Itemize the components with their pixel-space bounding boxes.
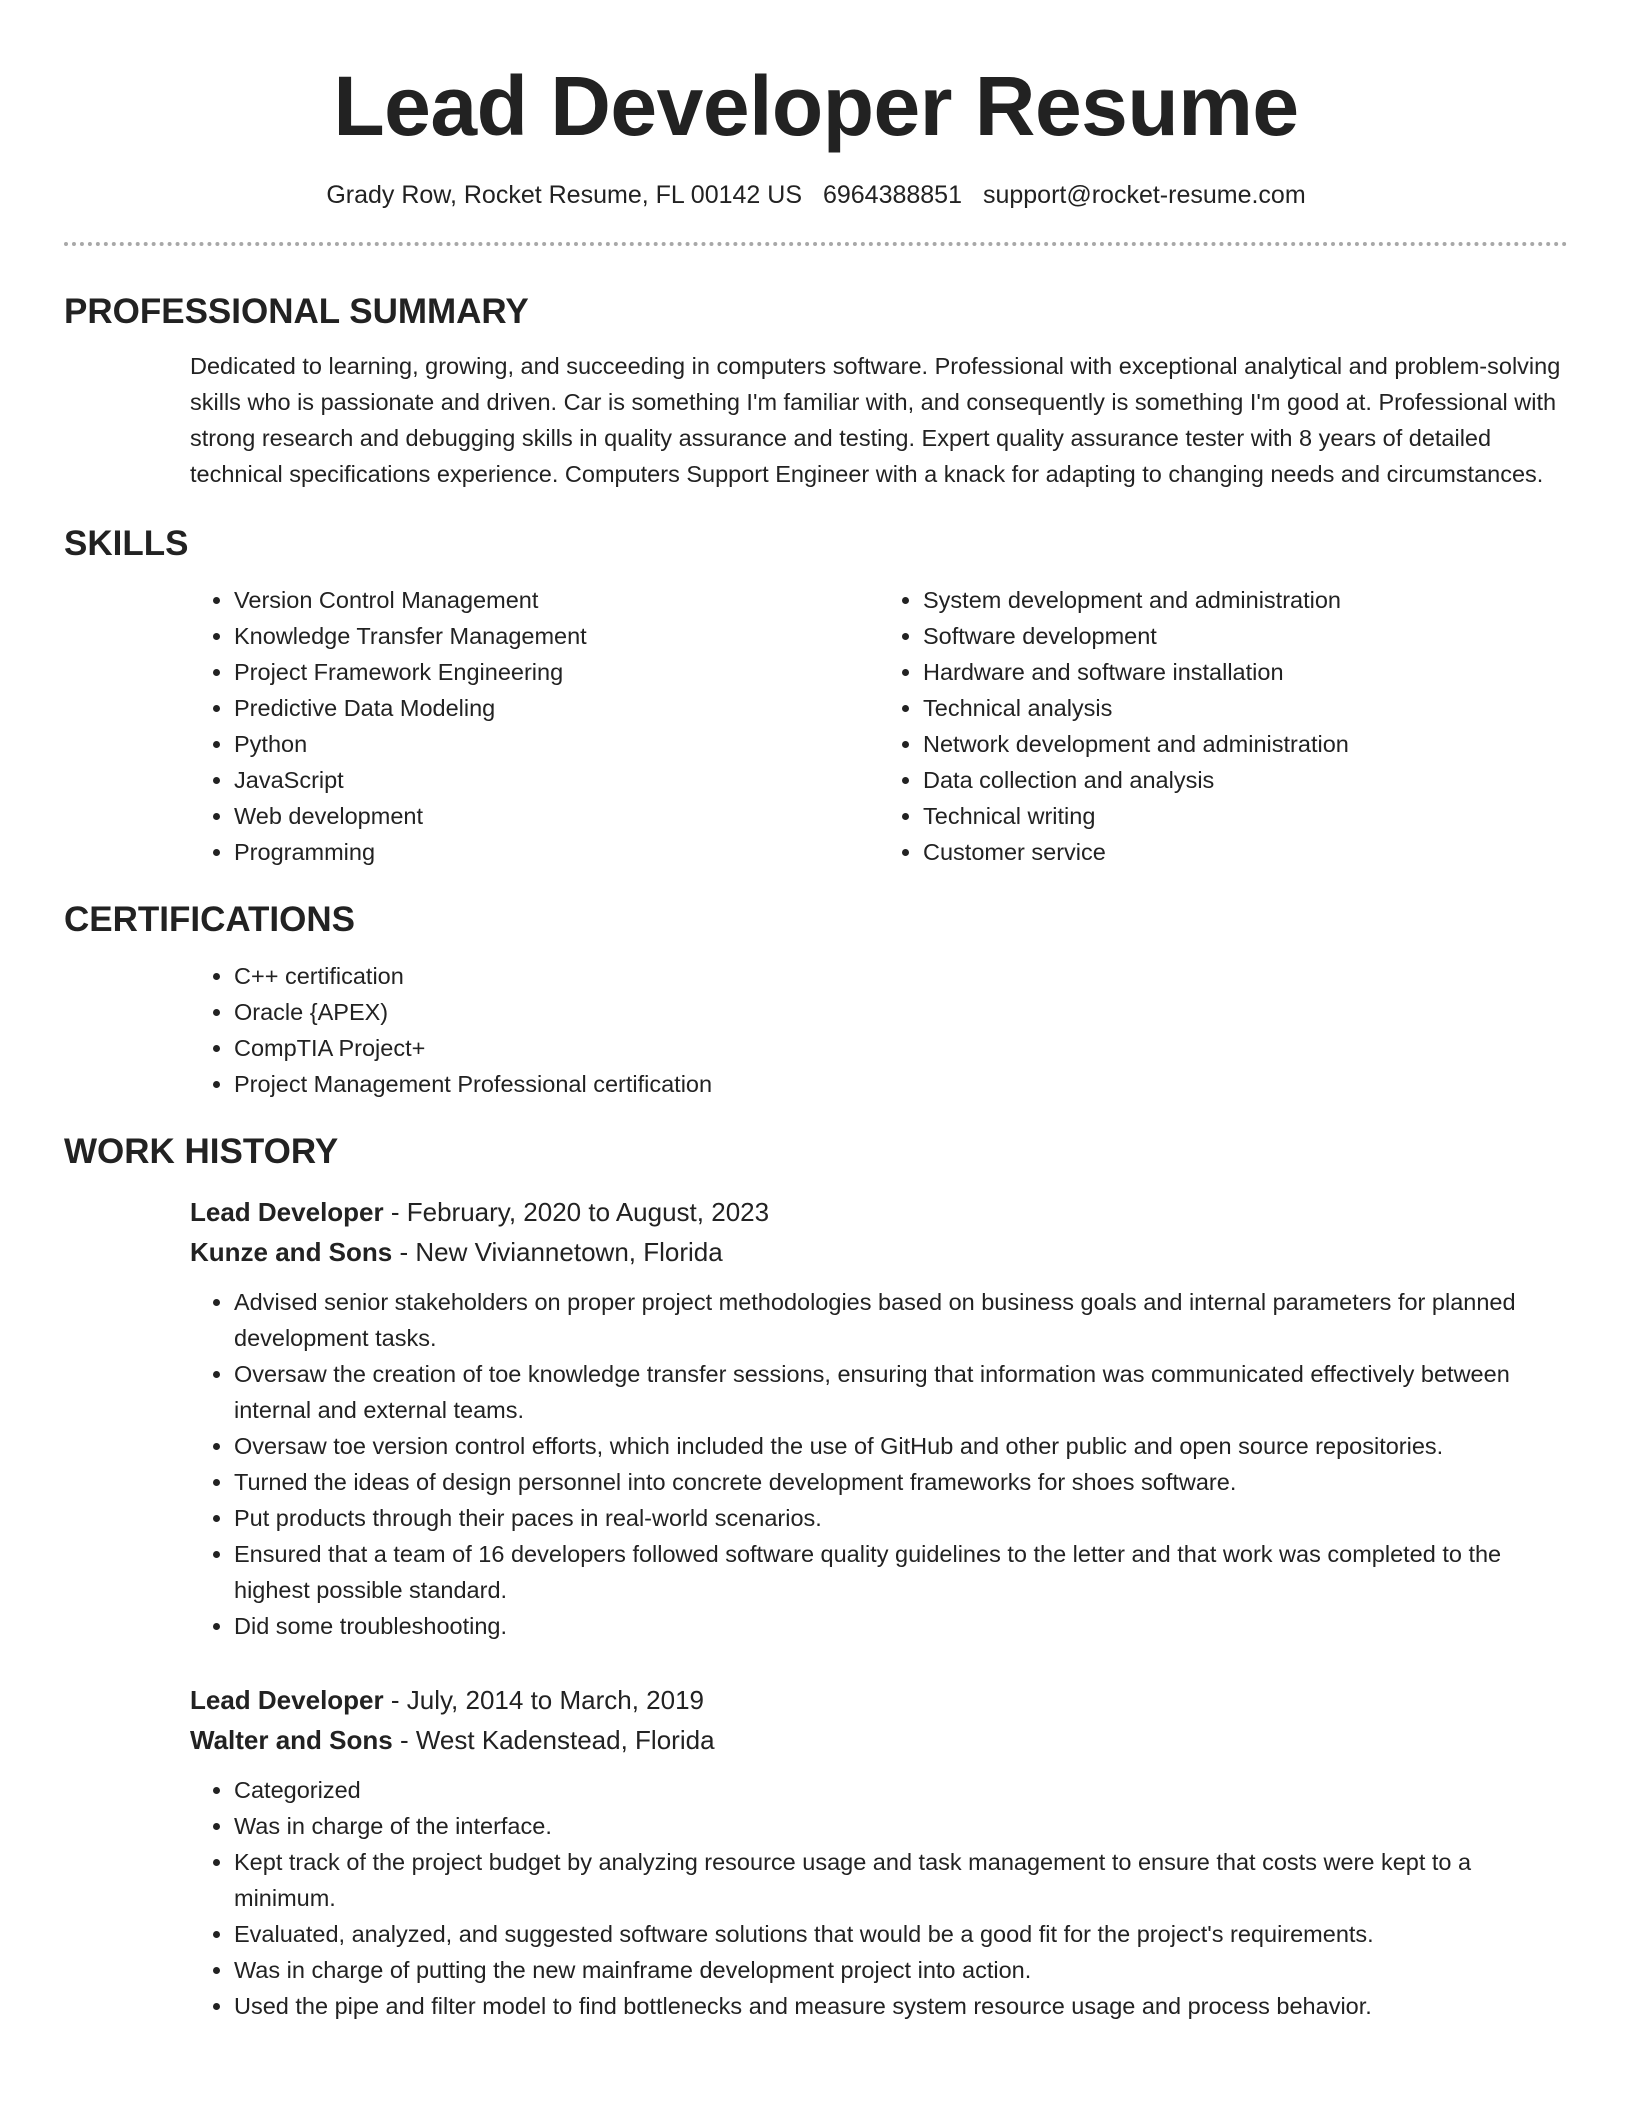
job-bullet: • Ensured that a team of 16 developers followed software quality guidelines to the letter and that work was completed to the highest possible standard. xyxy=(234,1536,1568,1608)
job-role-line xyxy=(190,1192,1568,1232)
job-bullet: • Categorized xyxy=(234,1772,1568,1808)
job-company-line xyxy=(190,1720,1568,1760)
job-bullet: • Was in charge of the interface. xyxy=(234,1808,1568,1844)
job-role-line xyxy=(190,1680,1568,1720)
job-bullet: • Advised senior stakeholders on proper project methodologies based on business goals and internal parameters for planned development tasks. xyxy=(234,1284,1568,1356)
job-dates: - July, 2014 to March, 2019 xyxy=(383,1685,704,1715)
certifications-heading: CERTIFICATIONS xyxy=(64,900,356,939)
skill-item: • Version Control Management xyxy=(234,582,879,618)
skill-item: • Data collection and analysis xyxy=(923,762,1568,798)
certifications-list xyxy=(190,958,1568,1102)
job-role: Lead Developer xyxy=(190,1197,384,1227)
job-bullet: • Turned the ideas of design personnel into concrete development frameworks for shoes software. xyxy=(234,1464,1568,1500)
skill-item: • System development and administration xyxy=(923,582,1568,618)
job-bullet: • Kept track of the project budget by analyzing resource usage and task management to ensure that costs were kept to a minimum. xyxy=(234,1844,1568,1916)
skill-item: • Programming xyxy=(234,834,879,870)
certification-item: • Oracle {APEX) xyxy=(234,994,1568,1030)
summary-text: Dedicated to learning, growing, and succeeding in computers software. Professional with exceptional analytical and problem-solving skills who is passionate and driven. Car is something I'm familiar with, and consequently is something I'm good at. Professional with strong research and debugging skills in quality assurance and testing. Expert quality assurance tester with 8 years of detailed technical specifications experience. Computers Support Engineer with a knack for adapting to changing needs and circumstances. xyxy=(190,353,1561,487)
skills-list xyxy=(190,582,1568,870)
skill-item: • Hardware and software installation xyxy=(923,654,1568,690)
job-dates: - February, 2020 to August, 2023 xyxy=(383,1197,770,1227)
skills-heading: SKILLS xyxy=(64,524,189,563)
skills-column-right xyxy=(879,582,1568,870)
job-bullet: • Put products through their paces in real-world scenarios. xyxy=(234,1500,1568,1536)
job-role: Lead Developer xyxy=(190,1685,384,1715)
skill-item: • Technical writing xyxy=(923,798,1568,834)
skill-item: • Predictive Data Modeling xyxy=(234,690,879,726)
job-company: Walter and Sons xyxy=(190,1725,393,1755)
header-divider xyxy=(64,242,1568,246)
skill-item: • Technical analysis xyxy=(923,690,1568,726)
skill-item: • Network development and administration xyxy=(923,726,1568,762)
contact-line xyxy=(64,178,1568,212)
work-history-heading: WORK HISTORY xyxy=(64,1132,339,1171)
skill-item: • Knowledge Transfer Management xyxy=(234,618,879,654)
certification-item: • C++ certification xyxy=(234,958,1568,994)
contact-email[interactable]: support@rocket-resume.com xyxy=(982,181,1306,209)
skills-column-left xyxy=(190,582,879,870)
contact-phone: 6964388851 xyxy=(822,181,962,209)
skill-item: • Customer service xyxy=(923,834,1568,870)
job-entry xyxy=(190,1192,1568,1644)
certification-item: • Project Management Professional certification xyxy=(234,1066,1568,1102)
job-location: - New Viviannetown, Florida xyxy=(392,1237,723,1267)
skill-item: • Python xyxy=(234,726,879,762)
skill-item: • Web development xyxy=(234,798,879,834)
contact-address: Grady Row, Rocket Resume, FL 00142 US xyxy=(326,181,802,209)
certification-item: • CompTIA Project+ xyxy=(234,1030,1568,1066)
resume-page xyxy=(64,0,1568,2024)
job-bullet: • Oversaw the creation of toe knowledge transfer sessions, ensuring that information was communicated effectively between internal and external teams. xyxy=(234,1356,1568,1428)
skill-item: • Software development xyxy=(923,618,1568,654)
summary-heading: PROFESSIONAL SUMMARY xyxy=(64,292,529,331)
job-location: - West Kadenstead, Florida xyxy=(392,1725,715,1755)
job-bullets xyxy=(190,1772,1568,2024)
job-company: Kunze and Sons xyxy=(190,1237,393,1267)
job-bullet: • Evaluated, analyzed, and suggested software solutions that would be a good fit for the project's requirements. xyxy=(234,1916,1568,1952)
job-bullets xyxy=(190,1284,1568,1644)
job-bullet: • Oversaw toe version control efforts, which included the use of GitHub and other public and open source repositories. xyxy=(234,1428,1568,1464)
job-company-line xyxy=(190,1232,1568,1272)
skill-item: • JavaScript xyxy=(234,762,879,798)
resume-title: Lead Developer Resume xyxy=(333,59,1299,153)
job-bullet: • Was in charge of putting the new mainframe development project into action. xyxy=(234,1952,1568,1988)
job-entry xyxy=(190,1680,1568,2024)
job-bullet: • Used the pipe and filter model to find bottlenecks and measure system resource usage and process behavior. xyxy=(234,1988,1568,2024)
job-bullet: • Did some troubleshooting. xyxy=(234,1608,1568,1644)
skill-item: • Project Framework Engineering xyxy=(234,654,879,690)
